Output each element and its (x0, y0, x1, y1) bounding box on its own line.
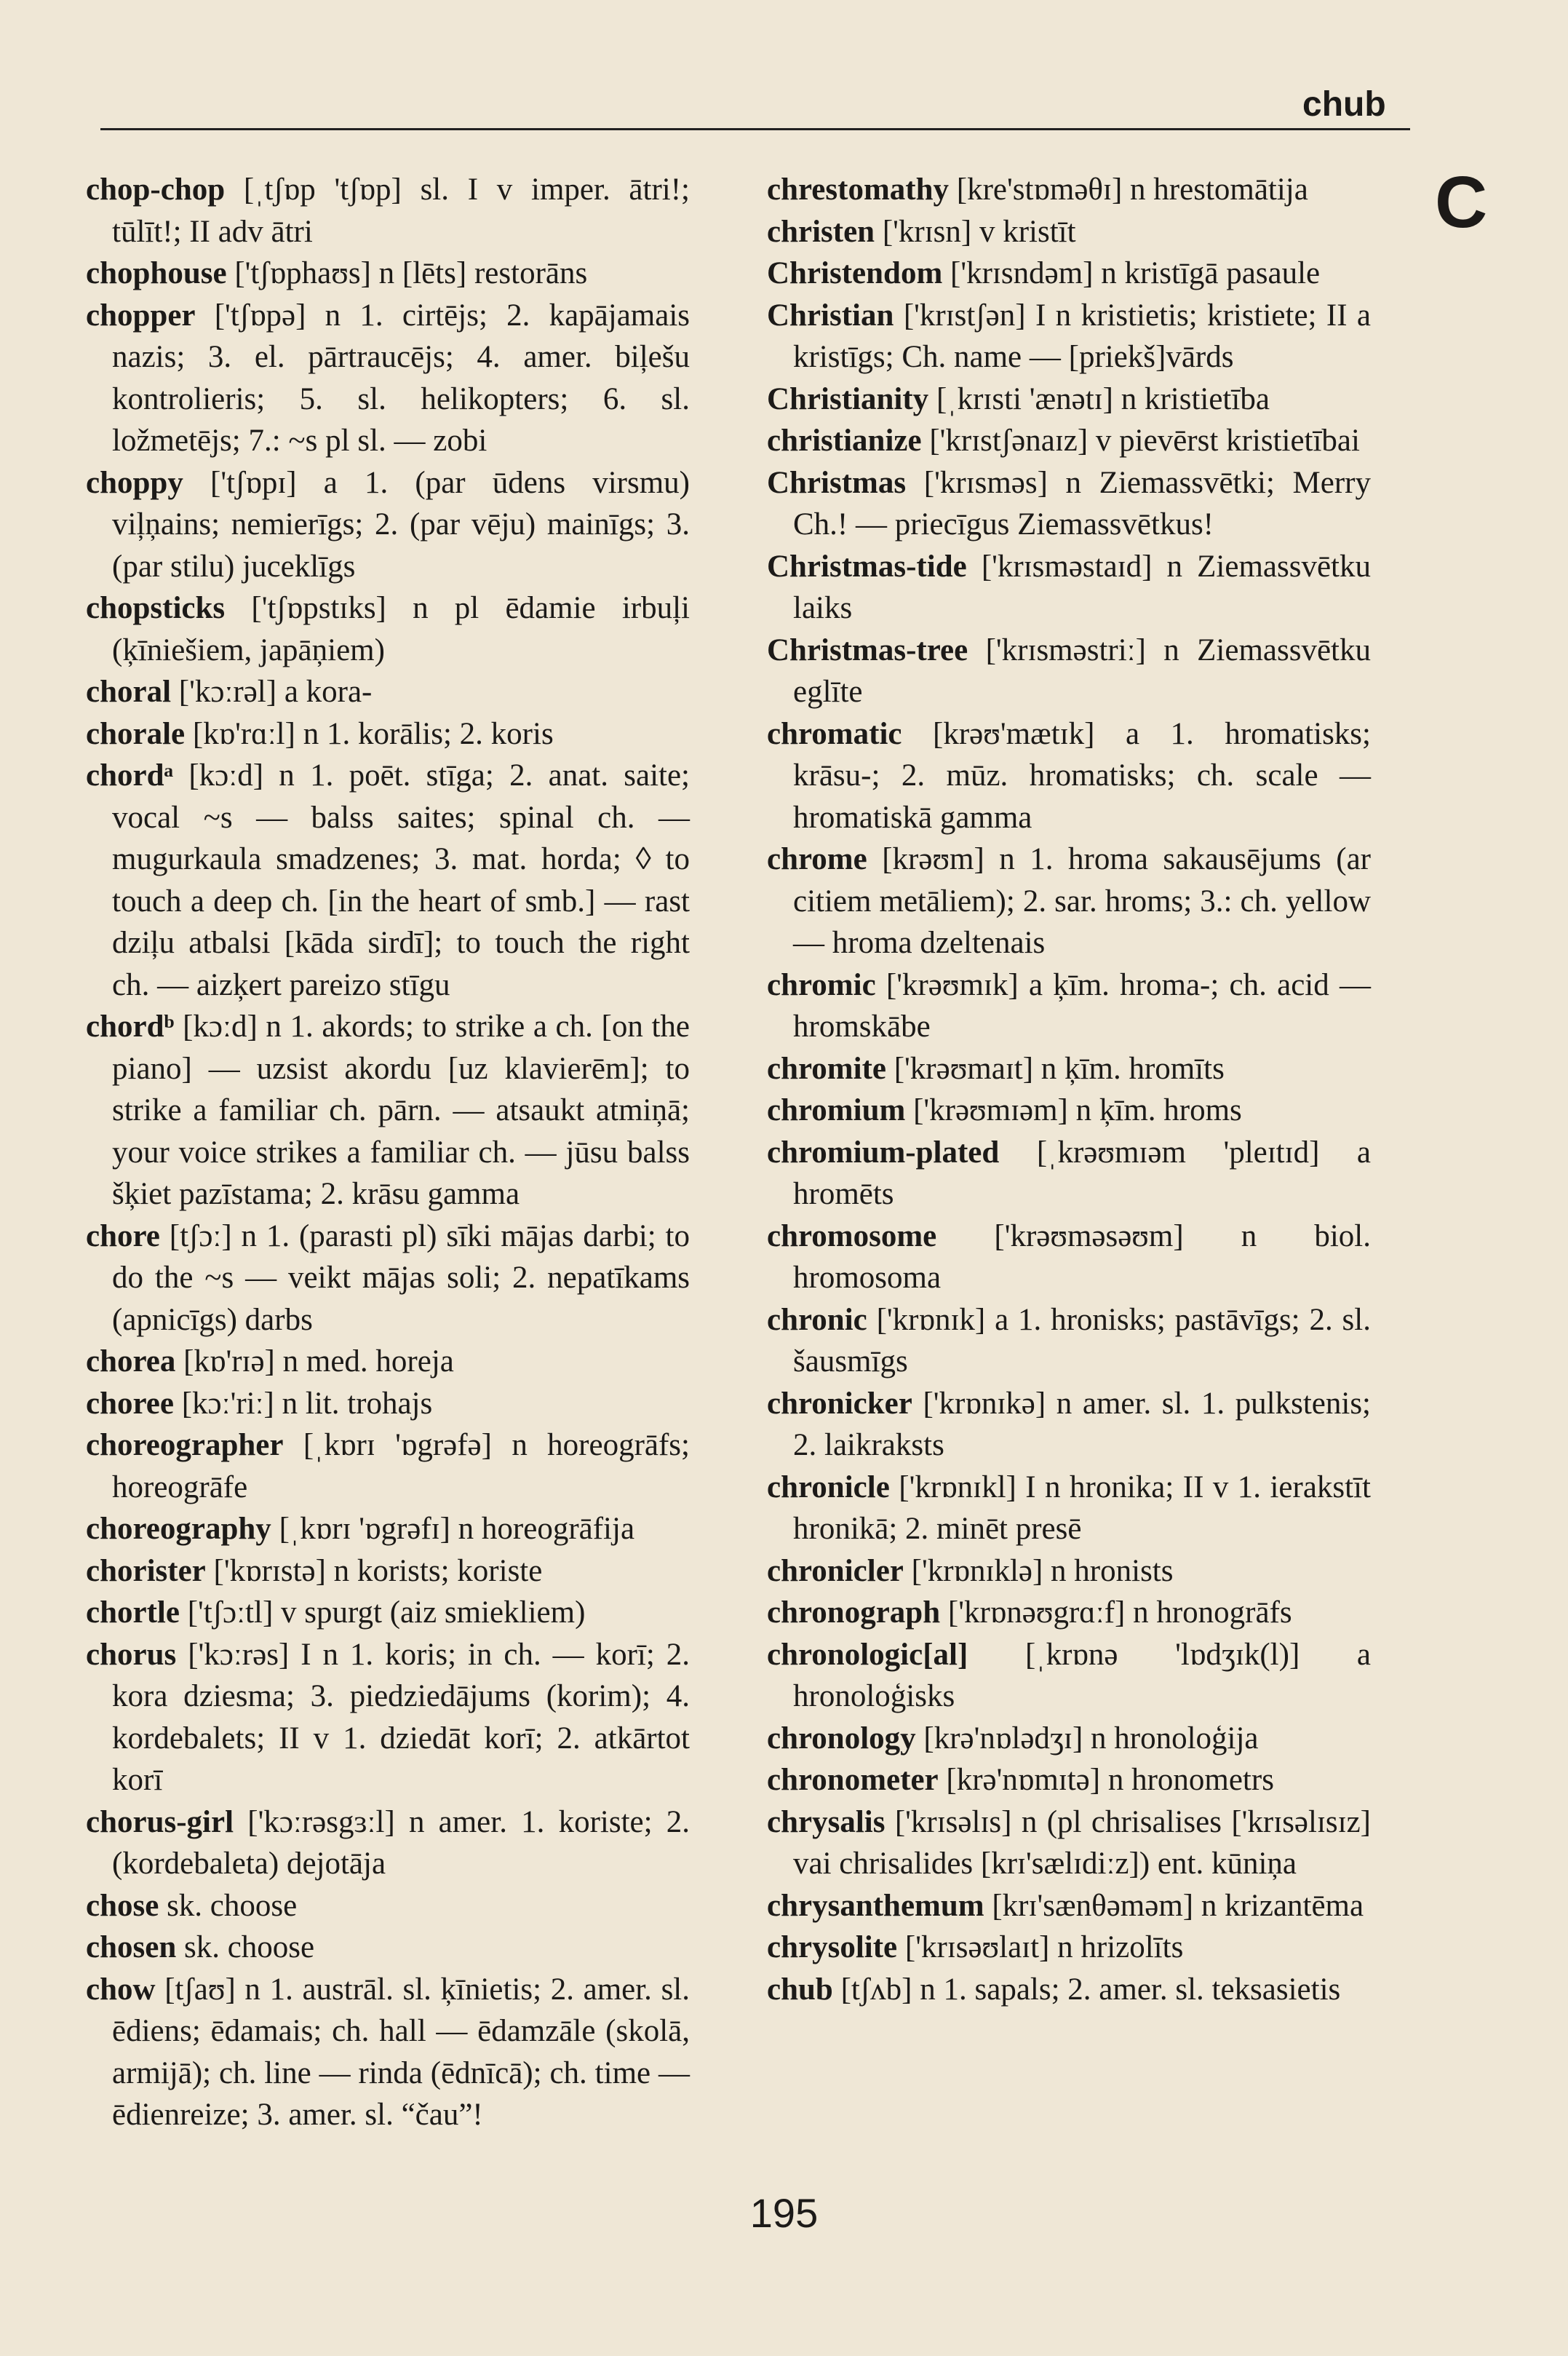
dictionary-entry (767, 295, 1371, 378)
dictionary-entry (86, 1969, 690, 2136)
entry-headword: chorale (86, 716, 186, 751)
dictionary-entry (767, 378, 1371, 421)
entry-headword: chorister (86, 1553, 206, 1588)
entry-headword: chronologic[al] (767, 1637, 968, 1672)
entry-headword: Christian (767, 298, 894, 333)
entry-definition: ['tʃɒpstɪks] n pl ēdamie irbuļi (ķīniešiem, japāņiem) (112, 591, 690, 667)
entry-definition: ['tʃɔːtl] v spurgt (aiz smiekliem) (187, 1595, 586, 1630)
entry-headword: chordᵃ (86, 758, 174, 793)
entry-definition: [ˌtʃɒp 'tʃɒp] sl. I v imper. ātri!; tūlīt!; II adv ātri (112, 172, 690, 249)
dictionary-entry (86, 1424, 690, 1508)
entry-headword: chortle (86, 1595, 180, 1630)
entry-definition: ['tʃɒpɪ] a 1. (par ūdens virsmu) viļņains; nemierīgs; 2. (par vēju) mainīgs; 3. (par stilu) juceklīgs (112, 465, 690, 584)
dictionary-entry (767, 838, 1371, 964)
entry-headword: chromite (767, 1051, 886, 1086)
entry-headword: chop-chop (86, 172, 226, 207)
dictionary-entry (767, 211, 1371, 253)
entry-definition: ['krəʊmɪəm] n ķīm. hroms (913, 1093, 1242, 1127)
dictionary-entry (767, 1467, 1371, 1550)
dictionary-entry (86, 755, 690, 1006)
entry-headword: chow (86, 1972, 156, 2007)
entry-definition: [ˌkɒrɪ 'ɒgrəfɪ] n horeogrāfija (279, 1512, 635, 1546)
dictionary-entry (767, 1634, 1371, 1718)
entry-definition: [ˌkrɪsti 'ænətɪ] n kristietība (936, 381, 1270, 416)
dictionary-entry (767, 1759, 1371, 1801)
entry-definition: [ˌkrəʊmɪəm 'pleɪtɪd] a hromēts (793, 1135, 1371, 1211)
entry-definition: ['krəʊmɪk] a ķīm. hroma-; ch. acid — hromskābe (793, 967, 1371, 1044)
entry-headword: chopper (86, 298, 196, 333)
entry-definition: ['tʃɒphaʊs] n [lēts] restorāns (234, 256, 588, 290)
entry-headword: chromic (767, 967, 876, 1002)
entry-definition: ['krəʊməsəʊm] n biol. hromosoma (793, 1218, 1371, 1295)
entry-definition: ['kɔːrəs] I n 1. koris; in ch. — korī; 2. kora dziesma; 3. piedziedājums (korim); 4. kordebalets; II v 1. dziedāt korī; 2. atkārtot korī (112, 1637, 690, 1797)
entry-definition: [tʃaʊ] n 1. austrāl. sl. ķīnietis; 2. amer. sl. ēdiens; ēdamais; ch. hall — ēdamzāle (skolā, armijā); ch. line — rinda (ēdnīcā); ch. time — ēdienreize; 3. amer. sl. “čau”! (112, 1972, 691, 2132)
header-rule (100, 128, 1410, 130)
entry-headword: chromium (767, 1093, 906, 1127)
entry-definition: ['krɒnɪklə] n hronists (911, 1553, 1174, 1588)
entry-definition: ['krɪstʃən] I n kristietis; kristiete; II a kristīgs; Ch. name — [priekš]vārds (793, 298, 1372, 374)
dictionary-entry (86, 1508, 690, 1550)
entry-headword: chronicler (767, 1553, 904, 1588)
entry-headword: christen (767, 214, 875, 249)
entry-headword: chrysalis (767, 1804, 886, 1839)
right-column (767, 169, 1371, 2010)
dictionary-entry (767, 1383, 1371, 1467)
entry-headword: chosen (86, 1930, 177, 1964)
entry-headword: choral (86, 675, 172, 709)
entry-headword: chorus (86, 1637, 177, 1672)
entry-headword: chromatic (767, 716, 902, 751)
page-number: 195 (749, 2190, 819, 2236)
entry-headword: chrysolite (767, 1930, 898, 1964)
dictionary-entry (767, 1718, 1371, 1760)
entry-definition: [tʃʌb] n 1. sapals; 2. amer. sl. teksasietis (840, 1972, 1341, 2007)
dictionary-entry (767, 253, 1371, 295)
entry-definition: [ˌkɒrɪ 'ɒgrəfə] n horeogrāfs; horeogrāfe (112, 1428, 690, 1504)
entry-definition: ['krɪstʃənaɪz] v pievērst kristietībai (929, 424, 1360, 458)
entry-definition: [kre'stɒməθɪ] n hrestomātija (956, 172, 1308, 207)
entry-definition: ['kɔːrəl] a kora- (178, 675, 373, 709)
entry-definition: [krə'nɒmɪtə] n hronometrs (946, 1763, 1274, 1797)
dictionary-entry (86, 1341, 690, 1383)
entry-definition: ['krɪsməstriː] n Ziemassvētku eglīte (793, 632, 1371, 709)
entry-definition: ['krɪsndəm] n kristīgā pasaule (950, 256, 1321, 290)
entry-headword: chose (86, 1888, 159, 1923)
entry-headword: chub (767, 1972, 833, 2007)
dictionary-entry (767, 964, 1371, 1048)
dictionary-entry (767, 713, 1371, 839)
entry-definition: sk. choose (167, 1888, 298, 1923)
entry-headword: choreography (86, 1512, 271, 1546)
dictionary-entry (767, 1215, 1371, 1299)
dictionary-entry (86, 169, 690, 253)
dictionary-entry (767, 1801, 1371, 1885)
entry-headword: chorea (86, 1344, 176, 1379)
entry-headword: chronograph (767, 1595, 941, 1630)
dictionary-entry (767, 1132, 1371, 1215)
dictionary-entry (86, 253, 690, 295)
entry-definition: ['kɒrɪstə] n korists; koriste (213, 1553, 543, 1588)
entry-definition: [kɔː'riː] n lit. trohajs (181, 1386, 433, 1421)
entry-definition: [kɔːd] n 1. akords; to strike a ch. [on the piano] — uzsist akordu [uz klavierēm]; to strike a familiar ch. pārn. — atsaukt atmiņā; your voice strikes a familiar ch. — jūsu balss šķiet pazīstama; 2. krāsu gamma (112, 1010, 691, 1211)
entry-headword: Christmas (767, 465, 907, 500)
entry-headword: chordᵇ (86, 1010, 175, 1044)
entry-headword: chronicle (767, 1469, 890, 1504)
entry-definition: ['krɪsəʊlaɪt] n hrizolīts (904, 1930, 1184, 1964)
entry-headword: chronology (767, 1721, 916, 1756)
entry-headword: choree (86, 1386, 174, 1421)
dictionary-entry (767, 1885, 1371, 1927)
left-column (86, 169, 690, 2136)
entry-headword: chromium-plated (767, 1135, 1000, 1170)
entry-headword: Christendom (767, 256, 943, 290)
entry-definition: [krəʊ'mætɪk] a 1. hromatisks; krāsu-; 2. mūz. hromatisks; ch. scale — hromatiskā gamma (793, 716, 1371, 835)
entry-definition: [kɒ'rɑːl] n 1. korālis; 2. koris (192, 716, 554, 751)
dictionary-entry (86, 462, 690, 588)
entry-definition: ['krɪsəlɪs] n (pl chrisalises ['krɪsəlɪsɪz] vai chrisalides [krɪ'sælɪdiːz]) ent. kūniņa (793, 1804, 1371, 1881)
entry-headword: chorus-girl (86, 1804, 234, 1839)
entry-definition: [kɒ'rɪə] n med. horeja (183, 1344, 454, 1379)
dictionary-entry (86, 1801, 690, 1885)
entry-definition: ['krɒnɪkl] I n hronika; II v 1. ierakstīt hronikā; 2. minēt presē (793, 1469, 1371, 1546)
thumb-index-letter: C (1435, 162, 1488, 243)
dictionary-entry (86, 587, 690, 671)
entry-definition: [ˌkrɒnə 'lɒdʒɪk(l)] a hronoloģisks (793, 1637, 1371, 1713)
entry-headword: chronicker (767, 1386, 912, 1421)
dictionary-entry (767, 1090, 1371, 1132)
entry-definition: ['krɪsməstaɪd] n Ziemassvētku laiks (793, 549, 1371, 625)
entry-definition: [krəʊm] n 1. hroma sakausējums (ar citiem metāliem); 2. sar. hroms; 3.: ch. yellow — hroma dzeltenais (793, 842, 1371, 960)
entry-headword: chopsticks (86, 591, 226, 625)
entry-headword: chrysanthemum (767, 1888, 984, 1923)
dictionary-entry (86, 1006, 690, 1215)
dictionary-entry (86, 1592, 690, 1634)
entry-definition: ['kɔːrəsgɜːl] n amer. 1. koriste; 2. (kordebaleta) dejotāja (112, 1804, 691, 1881)
entry-definition: ['krɒnɪk] a 1. hronisks; pastāvīgs; 2. sl. šausmīgs (793, 1302, 1371, 1379)
running-head: chub (1302, 85, 1386, 124)
dictionary-entry (767, 546, 1371, 630)
entry-headword: chrome (767, 842, 867, 876)
entry-definition: ['krɒnəʊgrɑːf] n hronogrāfs (947, 1595, 1292, 1630)
entry-headword: Christmas-tide (767, 549, 967, 584)
entry-definition: [tʃɔː] n 1. (parasti pl) sīki mājas darbi; to do the ~s — veikt mājas soli; 2. nepatīkams (apnicīgs) darbs (112, 1218, 691, 1337)
dictionary-entry (86, 1927, 690, 1969)
dictionary-entry (86, 295, 690, 462)
entry-headword: choreographer (86, 1428, 284, 1462)
dictionary-entry (86, 1885, 690, 1927)
entry-headword: christianize (767, 424, 922, 458)
dictionary-entry (767, 1969, 1371, 2011)
entry-headword: Christianity (767, 381, 929, 416)
dictionary-entry (86, 1634, 690, 1801)
dictionary-entry (86, 1215, 690, 1341)
dictionary-entry (767, 420, 1371, 462)
entry-definition: ['krɒnɪkə] n amer. sl. 1. pulkstenis; 2. laikraksts (793, 1386, 1372, 1462)
dictionary-entry (86, 671, 690, 713)
dictionary-entry (767, 1048, 1371, 1090)
entry-definition: ['krəʊmaɪt] n ķīm. hromīts (894, 1051, 1225, 1086)
dictionary-entry (767, 169, 1371, 211)
entry-definition: sk. choose (183, 1930, 315, 1964)
dictionary-entry (767, 630, 1371, 713)
dictionary-entry (86, 1383, 690, 1425)
entry-headword: chrestomathy (767, 172, 950, 207)
dictionary-entry (767, 1592, 1371, 1634)
entry-definition: ['tʃɒpə] n 1. cirtējs; 2. kapājamais nazis; 3. el. pārtraucējs; 4. amer. biļešu kontrolieris; 5. sl. helikopters; 6. sl. ložmetējs; 7.: ~s pl sl. — zobi (112, 298, 691, 458)
entry-definition: [krə'nɒlədʒɪ] n hronoloģija (923, 1721, 1259, 1756)
entry-definition: ['krɪsn] v kristīt (882, 214, 1076, 249)
entry-headword: chronometer (767, 1763, 939, 1797)
entry-definition: [krɪ'sænθəməm] n krizantēma (992, 1888, 1364, 1923)
entry-definition: [kɔːd] n 1. poēt. stīga; 2. anat. saite; vocal ~s — balss saites; spinal ch. — mugurkaula smadzenes; 3. mat. horda; ◊ to touch a deep ch. [in the heart of smb.] — rast dziļu atbalsi [kāda sirdī]; to touch the right ch. — aizķert pareizo stīgu (112, 758, 690, 1002)
dictionary-entry (86, 713, 690, 755)
dictionary-entry (767, 462, 1371, 546)
entry-headword: choppy (86, 465, 183, 500)
dictionary-entry (767, 1299, 1371, 1383)
entry-headword: chophouse (86, 256, 227, 290)
entry-definition: ['krɪsməs] n Ziemassvētki; Merry Ch.! — priecīgus Ziemassvētkus! (793, 465, 1371, 542)
entry-headword: chore (86, 1218, 160, 1253)
dictionary-entry (86, 1550, 690, 1593)
dictionary-entry (767, 1550, 1371, 1593)
dictionary-entry (767, 1927, 1371, 1969)
entry-headword: Christmas-tree (767, 632, 968, 667)
entry-headword: chronic (767, 1302, 867, 1337)
entry-headword: chromosome (767, 1218, 937, 1253)
